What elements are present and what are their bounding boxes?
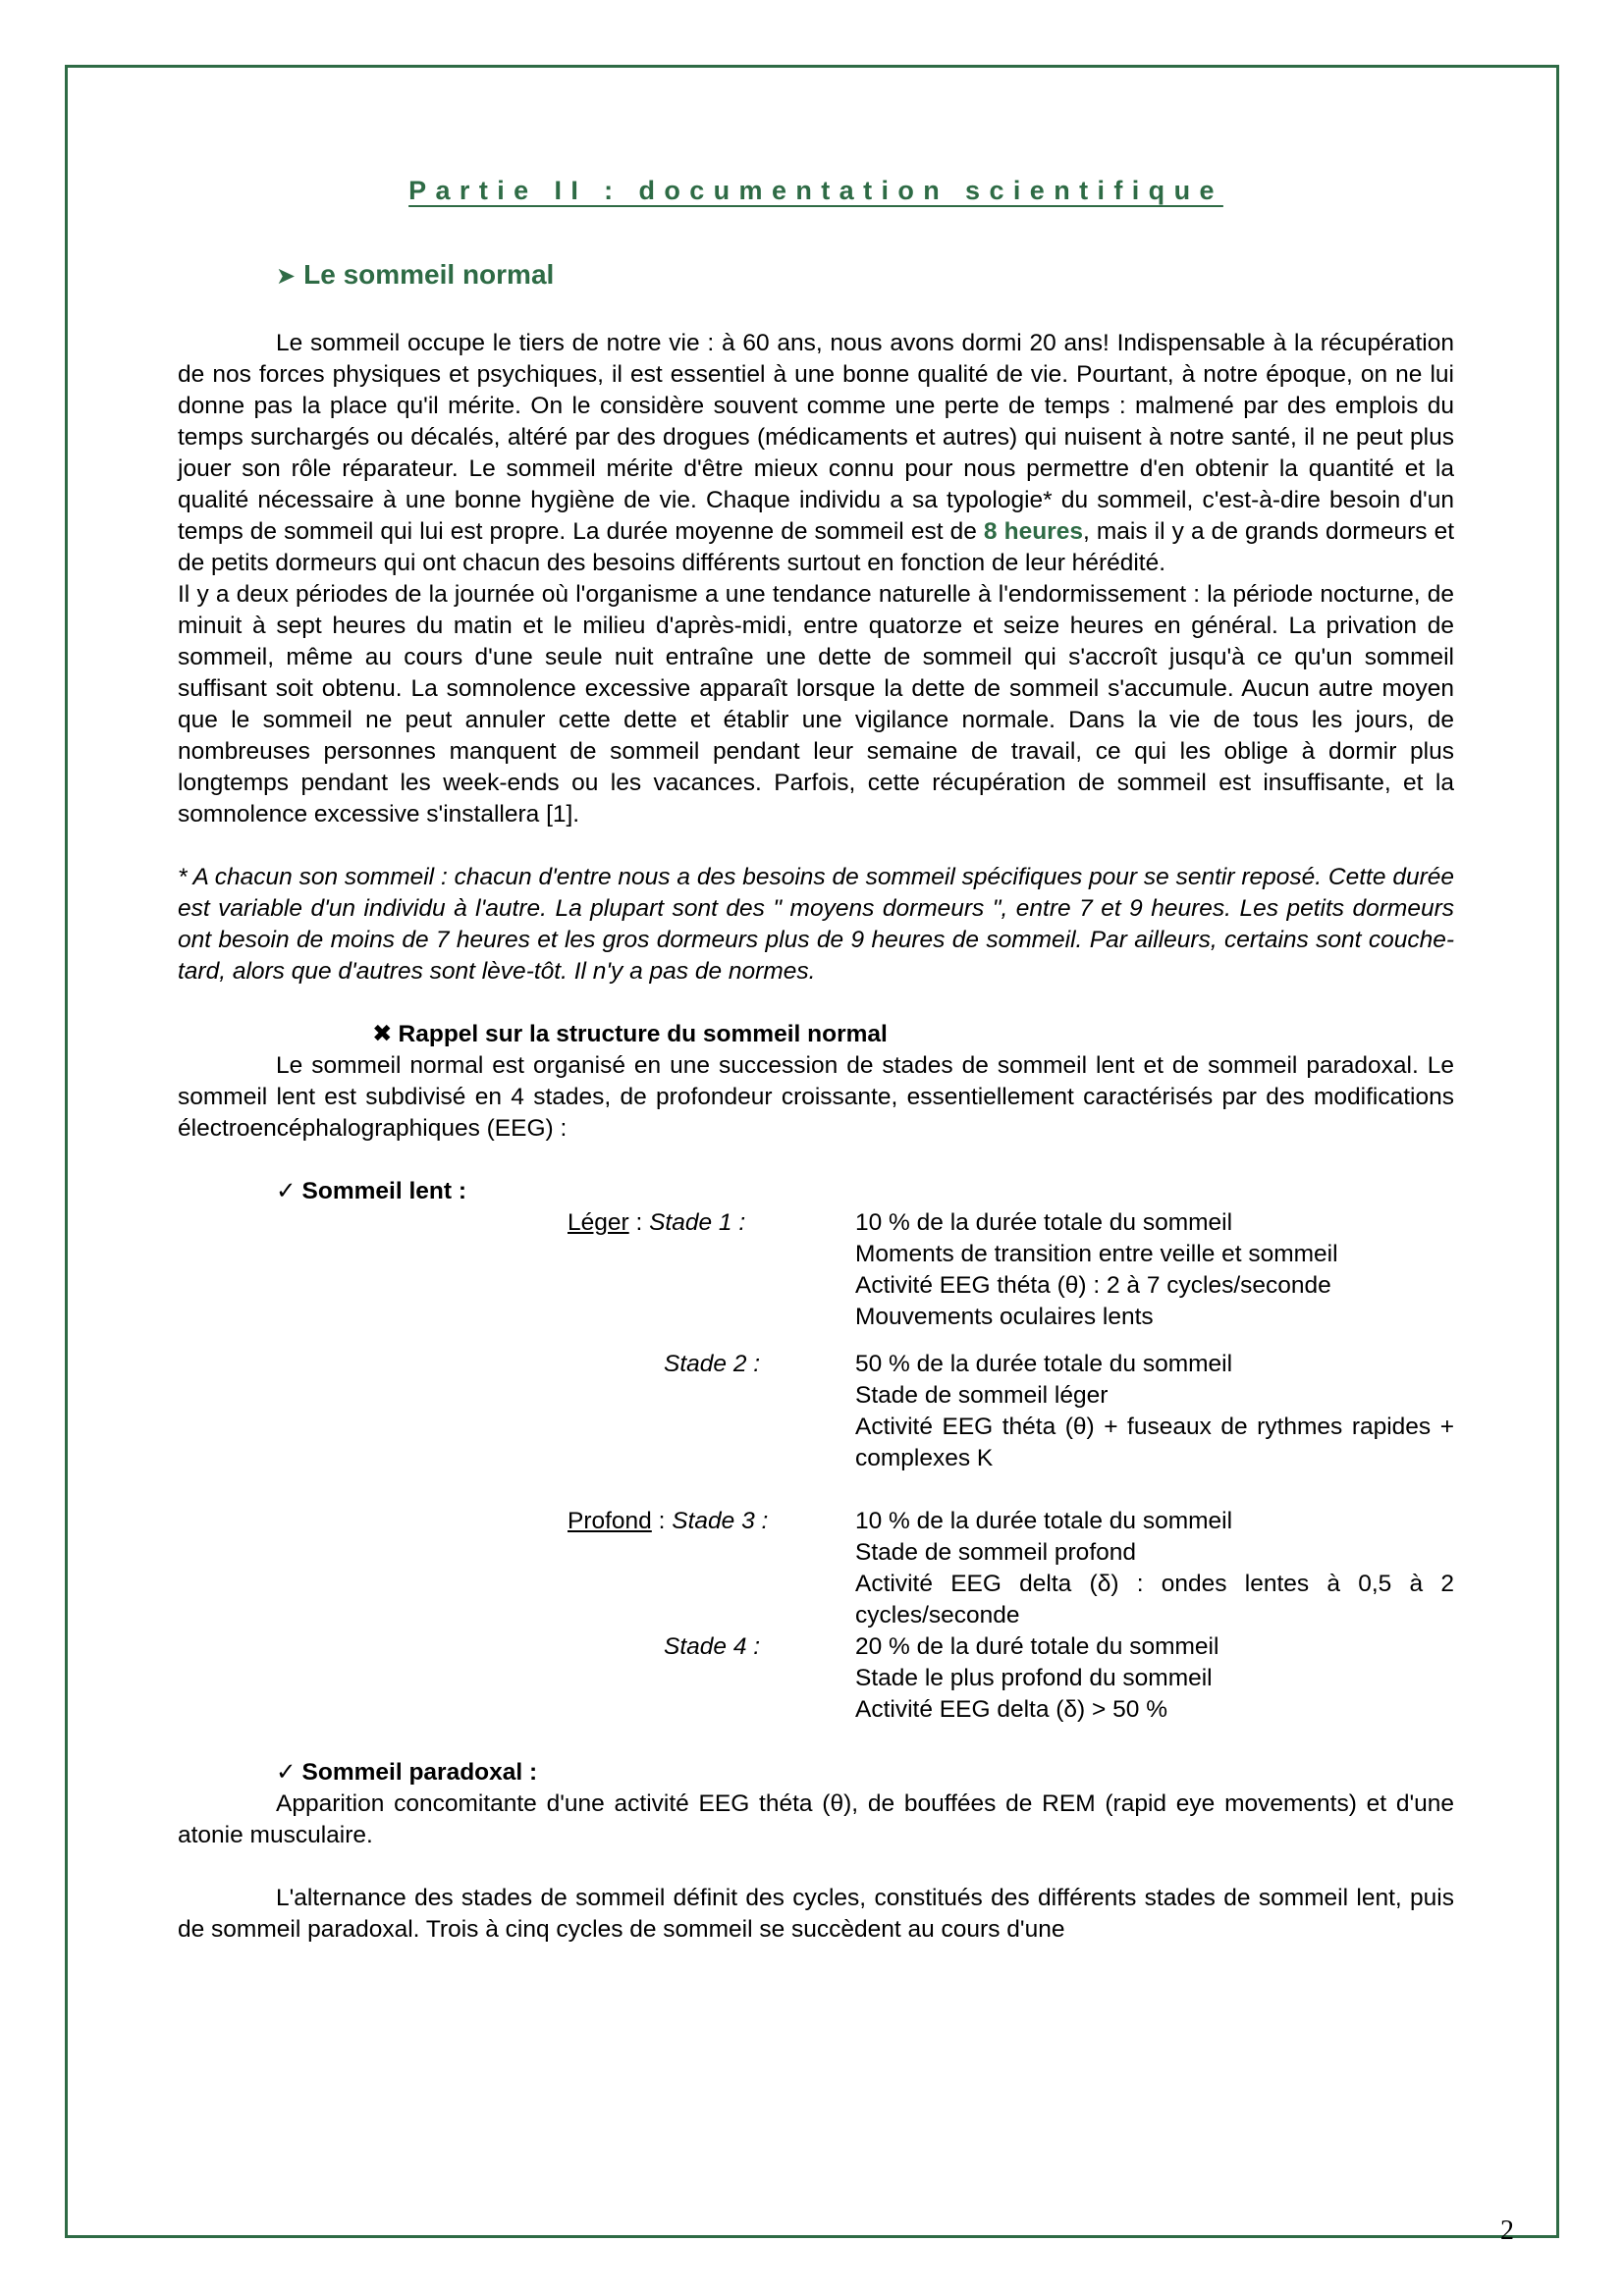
check-icon: ✓ [276, 1178, 297, 1204]
stage-4-line: 20 % de la duré totale du sommeil [855, 1633, 1219, 1660]
stage-1-line: 10 % de la durée totale du sommeil [855, 1209, 1233, 1236]
stage-3-line: 10 % de la durée totale du sommeil [855, 1508, 1233, 1534]
stage-3-description [855, 1506, 1454, 1631]
stage-4-label [178, 1631, 855, 1726]
stage-1-line: Moments de transition entre veille et sommeil [855, 1241, 1338, 1267]
slow-sleep-heading [276, 1176, 1454, 1207]
slow-sleep-heading-label: Sommeil lent : [301, 1178, 466, 1204]
second-paragraph: Il y a deux périodes de la journée où l'organisme a une tendance naturelle à l'endormissement : la période nocturne, de minuit à sept heures du matin et le milieu d'après-midi, entre quatorze et seize heures en général. La privation de sommeil, même au cours d'une seule nuit entraîne une dette de sommeil qui s'accroît jusqu'à ce qu'un sommeil suffisant soit obtenu. La somnolence excessive apparaît lorsque la dette de sommeil s'accumule. Aucun autre moyen que le sommeil ne peut annuler cette dette et établir une vigilance normale. Dans la vie de tous les jours, de nombreuses personnes manquent de sommeil pendant leur semaine de travail, ce qui les oblige à dormir plus longtemps pendant les week-ends ou les vacances. Parfois, cette récupération de sommeil est insuffisante, et la somnolence excessive s'installera [1]. [178, 581, 1454, 828]
stage-4-line: Activité EEG delta (δ) > 50 % [855, 1696, 1167, 1723]
stage-3-label [178, 1506, 855, 1631]
stage-3-line: Activité EEG delta (δ) : ondes lentes à 0,5 à 2 cycles/seconde [855, 1571, 1454, 1629]
paradoxal-heading-label: Sommeil paradoxal : [301, 1759, 538, 1786]
footnote-paragraph: * A chacun son sommeil : chacun d'entre nous a des besoins de sommeil spécifiques pour se sentir reposé. Cette durée est variable d'un individu à l'autre. La plupart sont des " moyens dormeurs ", entre 7 et 9 heures. Les petits dormeurs ont besoin de moins de 7 heures et les gros dormeurs plus de 9 heures de sommeil. Par ailleurs, certains sont couche-tard, alors que d'autres sont lève-tôt. Il n'y a pas de normes. [178, 864, 1454, 985]
intro-paragraph [178, 328, 1454, 579]
paradoxal-heading [276, 1757, 1454, 1789]
stage-1-name: Stade 1 : [649, 1209, 746, 1236]
stage-4-description [855, 1631, 1454, 1726]
stage-label-separator: : [628, 1209, 650, 1236]
stage-1-description [855, 1207, 1454, 1333]
page-title: Partie II : documentation scientifique [408, 176, 1223, 205]
stage-label-separator: : [651, 1508, 673, 1534]
cross-bullet-icon: ✖ [372, 1021, 393, 1047]
intro-highlight: 8 heures [983, 518, 1083, 545]
intro-text-a: Le sommeil occupe le tiers de notre vie : à 60 ans, nous avons dormi 20 ans! Indispensable à la récupération de nos forces physiques et psychiques, il est essentiel à une bonne qualité de vie. Pourtant, à notre époque, on ne lui donne pas la place qu'il mérite. On le considère souvent comme une perte de temps : malmené par des emplois du temps surchargés ou décalés, altéré par des drogues (médicaments et autres) qui nuisent à notre santé, il ne peut plus jouer son rôle réparateur. Le sommeil mérite d'être mieux connu pour nous permettre d'en obtenir la quantité et la qualité nécessaire à une bonne hygiène de vie. Chaque individu a sa typologie* du sommeil, c'est-à-dire besoin d'un temps de sommeil qui lui est propre. La durée moyenne de sommeil est de [178, 330, 1454, 545]
stage-1-label [178, 1207, 855, 1333]
stage-group-deep: Profond [568, 1508, 652, 1534]
stage-2-line: Stade de sommeil léger [855, 1382, 1109, 1409]
stage-4-name: Stade 4 : [664, 1633, 761, 1660]
subsection-heading-label: Rappel sur la structure du sommeil normal [398, 1021, 888, 1047]
stage-2-name: Stade 2 : [664, 1351, 761, 1377]
page-content [178, 175, 1454, 1946]
stage-3-row [178, 1506, 1454, 1631]
subsection-heading [372, 1019, 1454, 1050]
intro-text-b: , mais il y a de grands dormeurs et de petits dormeurs qui ont chacun des besoins différents surtout en fonction de leur hérédité. [178, 518, 1455, 576]
page-number: 2 [1500, 2216, 1514, 2246]
stage-1-row [178, 1207, 1454, 1333]
stage-4-line: Stade le plus profond du sommeil [855, 1665, 1213, 1691]
stage-2-row [178, 1349, 1454, 1474]
stage-3-name: Stade 3 : [672, 1508, 769, 1534]
cycles-paragraph: L'alternance des stades de sommeil définit des cycles, constitués des différents stades de sommeil lent, puis de sommeil paradoxal. Trois à cinq cycles de sommeil se succèdent au cours d'une [178, 1885, 1454, 1943]
arrow-bullet-icon: ➤ [276, 263, 297, 290]
stage-2-line: Activité EEG théta (θ) + fuseaux de rythmes rapides + complexes K [855, 1414, 1454, 1471]
paradoxal-paragraph: Apparition concomitante d'une activité EEG théta (θ), de bouffées de REM (rapid eye movements) et d'une atonie musculaire. [178, 1790, 1454, 1848]
section-heading [276, 255, 1454, 296]
section-heading-label: Le sommeil normal [303, 259, 555, 290]
stage-1-line: Activité EEG théta (θ) : 2 à 7 cycles/seconde [855, 1272, 1331, 1299]
stage-2-label [178, 1349, 855, 1474]
stage-group-light: Léger [568, 1209, 629, 1236]
check-icon: ✓ [276, 1759, 297, 1786]
stage-3-line: Stade de sommeil profond [855, 1539, 1136, 1566]
stage-4-row [178, 1631, 1454, 1726]
stage-1-line: Mouvements oculaires lents [855, 1304, 1154, 1330]
stage-2-line: 50 % de la durée totale du sommeil [855, 1351, 1233, 1377]
structure-paragraph: Le sommeil normal est organisé en une succession de stades de sommeil lent et de sommeil paradoxal. Le sommeil lent est subdivisé en 4 stades, de profondeur croissante, essentiellement caractérisés par des modifications électroencéphalographiques (EEG) : [178, 1052, 1454, 1142]
stage-2-description [855, 1349, 1454, 1474]
